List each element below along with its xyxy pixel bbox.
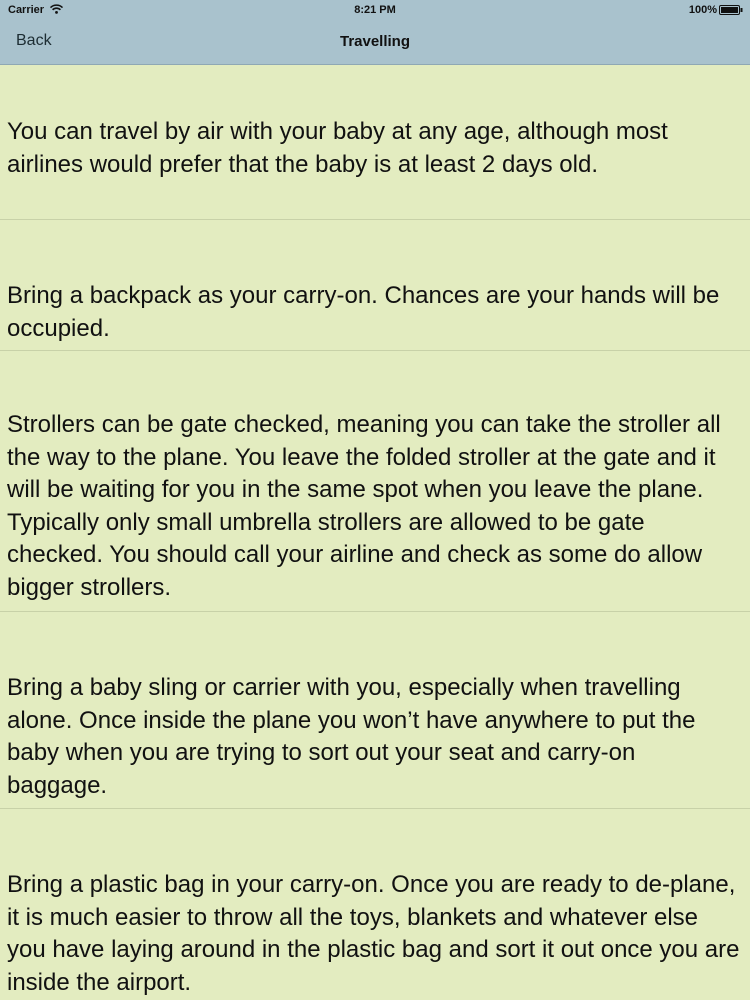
- navigation-bar: [0, 22, 750, 64]
- list-item-text: Strollers can be gate checked, meaning you can take the stroller all the way to the plane. You leave the folded stroller at the gate and it will be waiting for you in the same spot when you leave the plane. Typically only small umbrella strollers are allowed to be gate checked. You should call your airline and check as some do allow bigger strollers.: [7, 411, 721, 601]
- status-bar: [0, 0, 750, 22]
- page-title: Travelling: [339, 33, 411, 50]
- list-item[interactable]: [0, 612, 750, 809]
- carrier-label: Carrier: [8, 4, 45, 16]
- list-item[interactable]: [0, 809, 750, 1000]
- battery-icon: [719, 5, 743, 15]
- top-bar: [0, 0, 750, 65]
- list-item-text: You can travel by air with your baby at any age, although most airlines would prefer that the baby is at least 2 days old.: [7, 118, 668, 178]
- battery-percentage: 100%: [688, 4, 717, 16]
- list-item[interactable]: [0, 351, 750, 612]
- list-item[interactable]: [0, 65, 750, 220]
- back-button[interactable]: Back: [16, 32, 52, 49]
- list-item-text: Bring a plastic bag in your carry-on. Once you are ready to de-plane, it is much easier to throw all the toys, blankets and whatever else you have laying around in the plastic bag and sort it out once you are inside the airport.: [7, 871, 740, 996]
- list-item-text: Bring a backpack as your carry-on. Chances are your hands will be occupied.: [7, 282, 720, 342]
- list-item[interactable]: [0, 220, 750, 351]
- status-time: 8:21 PM: [354, 4, 396, 16]
- list-item-text: Bring a baby sling or carrier with you, especially when travelling alone. Once inside the plane you won’t have anywhere to put the baby when you are trying to sort out your seat and carry-on baggage.: [7, 674, 696, 799]
